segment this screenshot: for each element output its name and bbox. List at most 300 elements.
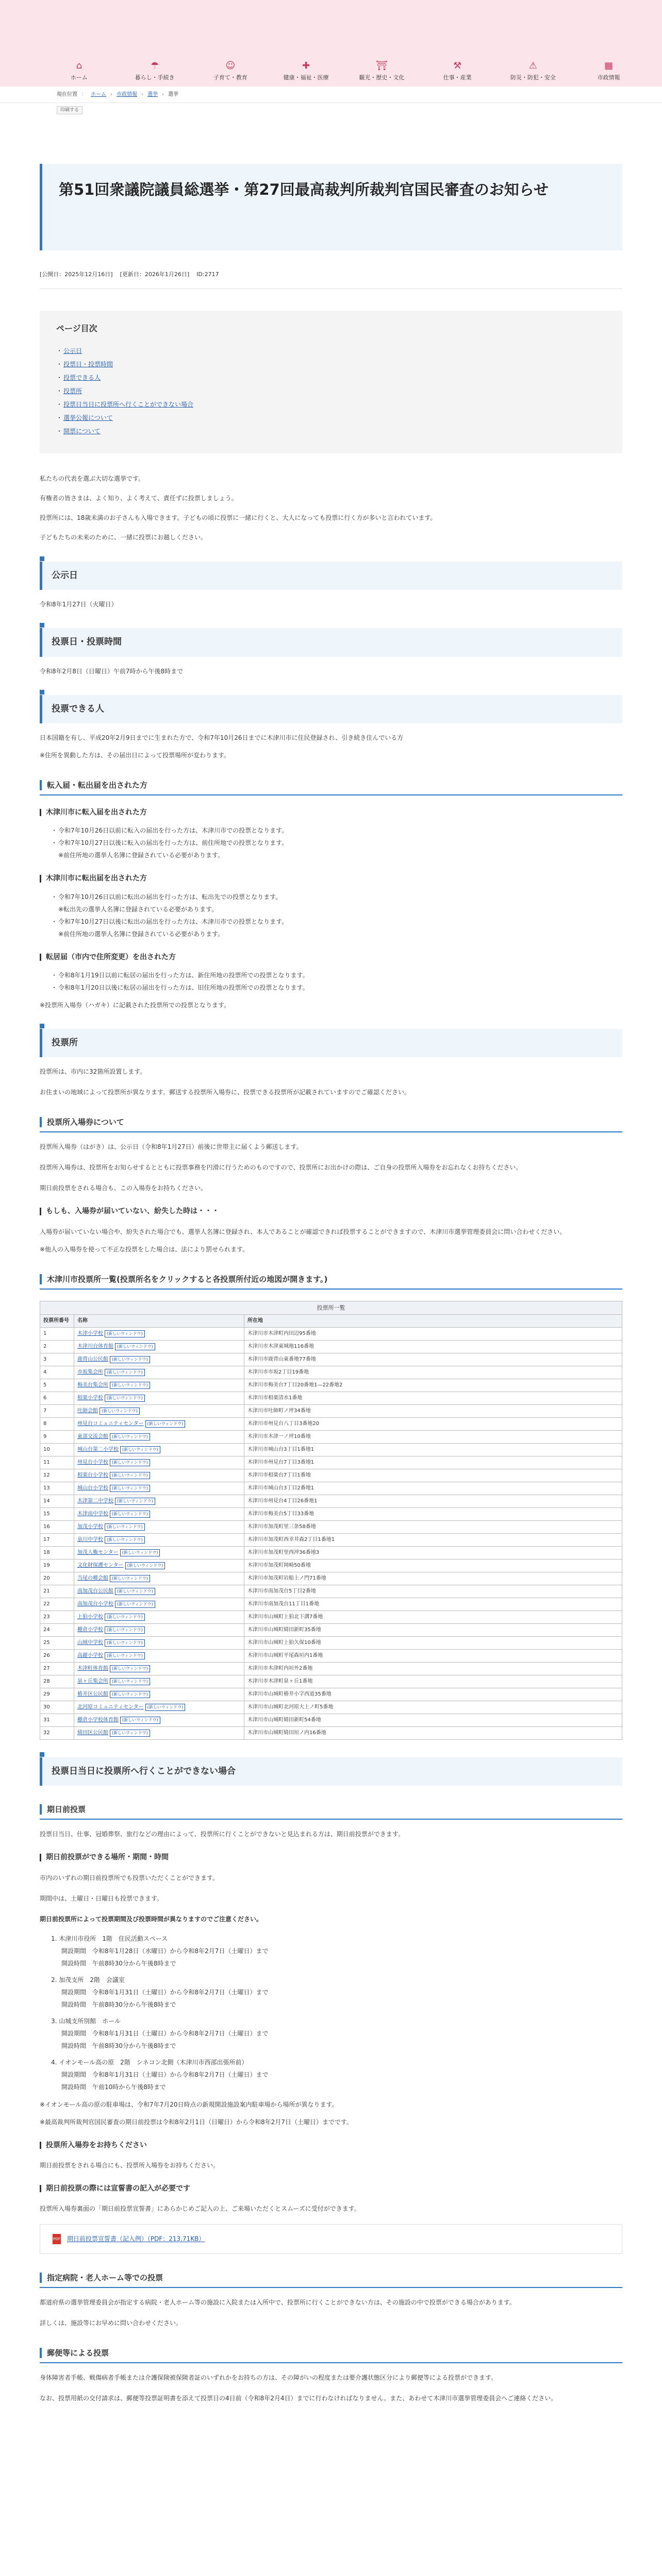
- table-row: [40, 1521, 622, 1534]
- poll-address: 木津川市南加茂台11丁目1番地: [244, 1598, 622, 1611]
- toc-item: [56, 344, 606, 358]
- poll-name-cell: [74, 1624, 244, 1637]
- table-row: [40, 1392, 622, 1405]
- poll-name-cell: [74, 1392, 244, 1405]
- heading-polling-list: 木津川市投票所一覧(投票所名をクリックすると各投票所付近の地図が開きます。): [40, 1270, 622, 1290]
- poll-map-link[interactable]: 木津南中学校: [77, 1511, 108, 1517]
- poll-number: 32: [40, 1727, 74, 1740]
- ticket-lost-text: 入場券が届いていない場合や、紛失された場合でも、選挙人名簿に登録され、本人であることが確認できれば投票することができますので、木津川市選挙管理委員会に問い合わせください。: [40, 1228, 566, 1235]
- external-window-badge: (新しいウィンドウ): [120, 1446, 160, 1453]
- page-id: ID:2717: [196, 271, 219, 278]
- global-nav: [41, 60, 647, 82]
- poll-map-link[interactable]: 文化財保護センター: [77, 1563, 124, 1569]
- poll-map-link[interactable]: 椿井区公民館: [77, 1691, 108, 1698]
- toc-link[interactable]: 投票日当日に投票所へ行くことができない場合: [63, 401, 194, 409]
- hospital-text: 詳しくは、施設等にお早めに問い合わせください。: [40, 2319, 183, 2327]
- poll-number: 18: [40, 1547, 74, 1560]
- announcement-date: 令和8年1月27日（火曜日）: [40, 601, 118, 608]
- heading-early-voting: 期日前投票: [40, 1800, 622, 1820]
- poll-name-cell: [74, 1508, 244, 1521]
- poll-map-link[interactable]: 木津川台体育館: [77, 1344, 113, 1350]
- updated-date: [更新日：2026年1月26日]: [120, 271, 190, 278]
- life-icon: ☂: [151, 60, 159, 71]
- poll-map-link[interactable]: 木津町体育館: [77, 1666, 108, 1672]
- toc-link[interactable]: 投票所: [63, 387, 82, 395]
- poll-number: 6: [40, 1392, 74, 1405]
- poll-map-link[interactable]: 棚倉小学校体育館: [77, 1717, 119, 1723]
- poll-address: 木津川市梅美台7丁目20番地1—22番地2: [244, 1379, 622, 1392]
- early-place-name: 4. イオンモール高の原 2階 シネコン北側（木津川市西部出張所前）: [51, 2058, 248, 2066]
- poll-map-link[interactable]: 棚倉小学校: [77, 1627, 103, 1633]
- table-row: [40, 1353, 622, 1366]
- breadcrumb-home-link[interactable]: ホーム: [91, 91, 106, 97]
- poll-name-cell: [74, 1611, 244, 1624]
- external-window-badge: (新しいウィンドウ): [115, 1588, 155, 1595]
- external-window-badge: (新しいウィンドウ): [105, 1523, 145, 1531]
- breadcrumb-current: 選挙: [168, 91, 178, 97]
- external-window-badge: (新しいウィンドウ): [120, 1717, 160, 1724]
- tool-bar: [0, 103, 662, 117]
- poll-number: 27: [40, 1663, 74, 1675]
- external-window-badge: (新しいウィンドウ): [110, 1433, 150, 1440]
- poll-map-link[interactable]: 高麗小学校: [77, 1653, 103, 1659]
- early-place-name: 1. 木津川市役所 1階 住民活動スペース: [51, 1935, 168, 1942]
- poll-map-link[interactable]: 州見台コミュニティセンター: [77, 1421, 144, 1427]
- poll-map-link[interactable]: 山城中学校: [77, 1640, 103, 1646]
- external-window-badge: (新しいウィンドウ): [105, 1395, 145, 1402]
- nav-item-label: 観光・歴史・文化: [359, 74, 405, 81]
- table-row: [40, 1341, 622, 1353]
- poll-name-cell: [74, 1572, 244, 1585]
- intro-text: 投票所には、18歳未満のお子さんも入場できます。子どもの頃に投票に一緒に行くと、大人になっても投票に行く方が多いと言われています。: [40, 514, 437, 522]
- early-place-item: [51, 1974, 622, 2011]
- poll-map-link[interactable]: 加茂小学校: [77, 1524, 103, 1530]
- poll-map-link[interactable]: 泉ヶ丘集会所: [77, 1679, 108, 1685]
- poll-map-link[interactable]: 泉川中学校: [77, 1537, 103, 1543]
- table-header-row: [40, 1315, 622, 1328]
- nav-item-2[interactable]: [193, 60, 269, 82]
- heading-declaration: 期日前投票の際には宣誓書の記入が必要です: [40, 2183, 622, 2194]
- poll-address: 木津川市州見台八丁目3番地20: [244, 1418, 622, 1431]
- nav-item-label: 健康・福祉・医療: [283, 74, 329, 81]
- poll-number: 15: [40, 1508, 74, 1521]
- relocation-list: [40, 969, 622, 994]
- table-row: [40, 1650, 622, 1663]
- early-place-detail: 開設時間 午前10時から午後8時まで: [61, 2083, 166, 2091]
- external-window-badge: (新しいウィンドウ): [110, 1485, 150, 1492]
- table-row: [40, 1508, 622, 1521]
- poll-number: 22: [40, 1598, 74, 1611]
- poll-address: 木津川市山城町綺田新町35番地: [244, 1624, 622, 1637]
- poll-address: 木津川市市坂2丁目19番地: [244, 1366, 622, 1379]
- poll-map-link[interactable]: 綺田区公民館: [77, 1730, 108, 1736]
- poll-number: 30: [40, 1701, 74, 1714]
- poll-name-cell: [74, 1663, 244, 1675]
- early-place-detail: 開設時間 午前8時30分から午後8時まで: [61, 2001, 176, 2008]
- list-item: ・ 令和7年10月26日以前に転出の届出を行った方は、転出先での投票となります。 ※転出先の選挙人名簿に登録されている必要があります。: [52, 891, 622, 916]
- poll-address: 木津川市梅美台5丁目33番地: [244, 1508, 622, 1521]
- site-header: [0, 0, 662, 87]
- poll-address: 木津川市山城町平尾森垣内1番地: [244, 1650, 622, 1663]
- poll-name-cell: [74, 1714, 244, 1727]
- list-subnote: ※前住所地の選挙人名簿に登録されている必要があります。: [58, 930, 224, 938]
- poll-map-link[interactable]: 東部交流会館: [77, 1434, 108, 1440]
- nav-item-7[interactable]: [571, 60, 647, 82]
- heading-move-out: 木津川市に転出届を出された方: [40, 873, 622, 884]
- poll-number: 29: [40, 1688, 74, 1701]
- breadcrumb-prefix: 現在位置: [57, 91, 77, 97]
- poll-name-cell: [74, 1353, 244, 1366]
- move-in-list: [40, 824, 622, 861]
- poll-name-cell: [74, 1456, 244, 1469]
- poll-address: 木津川市山城町北河原大上ノ町5番地: [244, 1701, 622, 1714]
- poll-map-link[interactable]: 加茂人権センター: [77, 1550, 119, 1556]
- poll-name-cell: [74, 1418, 244, 1431]
- external-window-badge: (新しいウィンドウ): [110, 1511, 150, 1518]
- polling-text: お住まいの地域によって投票所が異なります。郵送する投票所入場券に、投票できる投票所が記載されていますのでご確認ください。: [40, 1089, 411, 1096]
- table-row: [40, 1598, 622, 1611]
- poll-name-cell: [74, 1366, 244, 1379]
- poll-address: 木津川市加茂町岩船上ノ門71番地: [244, 1572, 622, 1585]
- poll-number: 5: [40, 1379, 74, 1392]
- print-button[interactable]: 印刷する: [57, 106, 82, 114]
- page-title: 第51回衆議院議員総選挙・第27回最高裁判所裁判官国民審査のお知らせ: [59, 181, 549, 198]
- poll-address: 木津川市山城町綺田垣ノ内16番地: [244, 1727, 622, 1740]
- external-window-badge: (新しいウィンドウ): [110, 1382, 150, 1389]
- external-window-badge: (新しいウィンドウ): [100, 1408, 140, 1415]
- poll-address: 木津川市木津一ノ坪10番地: [244, 1431, 622, 1444]
- list-subnote: ※前住所地の選挙人名簿に登録されている必要があります。: [58, 852, 224, 859]
- table-row: [40, 1547, 622, 1560]
- poll-name-cell: [74, 1560, 244, 1572]
- hospital-text: 都道府県の選挙管理委員会が指定する病院・老人ホーム等の施設に入院または入所中で、投票所に行くことができない方は、その施設の中で投票ができる場合があります。: [40, 2299, 516, 2307]
- poll-map-link[interactable]: 吐師会館: [77, 1408, 98, 1414]
- pdf-icon: PDF: [53, 2234, 61, 2244]
- poll-number: 7: [40, 1405, 74, 1418]
- poll-map-link[interactable]: 南加茂台公民館: [77, 1588, 113, 1595]
- early-place-detail: 開設期間 令和8年1月31日（土曜日）から令和8年2月7日（土曜日）まで: [61, 1988, 269, 1996]
- poll-name-cell: [74, 1469, 244, 1482]
- list-item: ・ 令和7年10月27日以後に転入の届出を行った方は、前住所地での投票となります。 ※前住所地の選挙人名簿に登録されている必要があります。: [52, 837, 622, 861]
- poll-name-cell: [74, 1650, 244, 1663]
- external-window-badge: (新しいウィンドウ): [125, 1562, 166, 1569]
- early-place-name: 2. 加茂支所 2階 会議室: [51, 1976, 125, 1984]
- poll-number: 8: [40, 1418, 74, 1431]
- toc-item: [56, 398, 606, 411]
- poll-number: 12: [40, 1469, 74, 1482]
- external-window-badge: (新しいウィンドウ): [110, 1356, 150, 1363]
- heading-polling-places: 投票所: [40, 1029, 622, 1057]
- poll-name-cell: [74, 1495, 244, 1508]
- external-window-badge: (新しいウィンドウ): [105, 1330, 145, 1337]
- poll-address: 木津川市山城町椿井小字西道35番地: [244, 1688, 622, 1701]
- poll-map-link[interactable]: 梅美台集会所: [77, 1382, 108, 1388]
- poll-address: 木津川市鹿背山東番地77番地: [244, 1353, 622, 1366]
- poll-address: 木津川市木津町内垣外2番地: [244, 1663, 622, 1675]
- poll-number: 25: [40, 1637, 74, 1650]
- nav-item-label: 暮らし・手続き: [135, 74, 175, 81]
- col-header: 所在地: [244, 1315, 622, 1328]
- early-note: ※最高裁判所裁判官国民審査の期日前投票は令和8年2月1日（日曜日）から令和8年2月7日（土曜日）までです。: [40, 2118, 353, 2126]
- heading-hospital-voting: 指定病院・老人ホーム等での投票: [40, 2268, 622, 2288]
- poll-name-cell: [74, 1379, 244, 1392]
- poll-name-cell: [74, 1598, 244, 1611]
- poll-address: 木津川市吐師町ノ坪34番地: [244, 1405, 622, 1418]
- table-row: [40, 1444, 622, 1456]
- poll-number: 21: [40, 1585, 74, 1598]
- heading-postal-voting: 郵便等による投票: [40, 2344, 622, 2363]
- external-window-badge: (新しいウィンドウ): [105, 1639, 145, 1647]
- published-date: [公開日：2025年12月16日]: [40, 271, 113, 278]
- col-header: 名称: [74, 1315, 244, 1328]
- table-row: [40, 1624, 622, 1637]
- poll-number: 16: [40, 1521, 74, 1534]
- toc-item: [56, 371, 606, 384]
- poll-name-cell: [74, 1727, 244, 1740]
- poll-address: 木津川市山城町上狛久保10番地: [244, 1637, 622, 1650]
- poll-map-link[interactable]: 相楽台小学校: [77, 1472, 108, 1479]
- poll-address: 木津川市相楽台7丁目1番地: [244, 1469, 622, 1482]
- toc-link[interactable]: 投票日・投票時間: [63, 361, 113, 368]
- poll-map-link[interactable]: 上狛小学校: [77, 1614, 103, 1620]
- external-window-badge: (新しいウィンドウ): [145, 1704, 186, 1711]
- poll-map-link[interactable]: 城山台第二小学校: [77, 1447, 119, 1453]
- table-row: [40, 1405, 622, 1418]
- toc-link[interactable]: 選挙公報について: [63, 414, 113, 422]
- main-content: [40, 117, 622, 2404]
- nav-item-label: 子育て・教育: [213, 74, 247, 81]
- poll-name-cell: [74, 1521, 244, 1534]
- poll-number: 24: [40, 1624, 74, 1637]
- poll-number: 3: [40, 1353, 74, 1366]
- table-row: [40, 1701, 622, 1714]
- table-row: [40, 1572, 622, 1585]
- poll-address: 木津川市木津東城地116番地: [244, 1341, 622, 1353]
- list-item: ・ 令和7年10月27日以後に転出の届出を行った方は、木津川市での投票となります。 ※前住所地の選挙人名簿に登録されている必要があります。: [52, 916, 622, 940]
- early-places-list: [40, 1933, 622, 2093]
- poll-address: 木津川市相楽清水1番地: [244, 1392, 622, 1405]
- poll-name-cell: [74, 1328, 244, 1341]
- early-place-detail: 開設時間 午前8時30分から午後8時まで: [61, 2042, 176, 2049]
- postal-text: なお、投票用紙の交付請求は、郵便等投票証明書を添えて投票日の4日前（令和8年2月4日）までに行わなければなりません。また、あわせて木津川市選挙管理委員会へご連絡ください。: [40, 2395, 557, 2402]
- table-row: [40, 1560, 622, 1572]
- external-window-badge: (新しいウィンドウ): [110, 1665, 150, 1672]
- poll-address: 木津川市州見台4丁目26番地1: [244, 1495, 622, 1508]
- page-title-box: [40, 164, 622, 250]
- table-row: [40, 1534, 622, 1547]
- poll-address: 木津川市加茂町里三条58番地: [244, 1521, 622, 1534]
- poll-map-link[interactable]: 木津小学校: [77, 1331, 103, 1337]
- poll-number: 23: [40, 1611, 74, 1624]
- table-row: [40, 1675, 622, 1688]
- poll-map-link[interactable]: 南加茂台小学校: [77, 1601, 113, 1607]
- heading-voting-day: 投票日・投票時間: [40, 628, 622, 656]
- nav-item-4[interactable]: [344, 60, 420, 82]
- poll-map-link[interactable]: 州見台小学校: [77, 1460, 108, 1466]
- toc-link[interactable]: 公示日: [63, 347, 82, 355]
- list-item: ・ 令和8年1月19日以前に転居の届出を行った方は、新住所地の投票所での投票となります。: [52, 969, 622, 981]
- toc-link[interactable]: 投票できる人: [63, 374, 101, 382]
- external-window-badge: (新しいウィンドウ): [120, 1549, 160, 1556]
- pdf-download-box: [40, 2224, 622, 2254]
- toc-link[interactable]: 開票について: [63, 428, 101, 435]
- poll-name-cell: [74, 1701, 244, 1714]
- early-place-item: [51, 2056, 622, 2093]
- nav-item-label: 防災・防犯・安全: [510, 74, 556, 81]
- poll-map-link[interactable]: 当尾の郷会館: [77, 1575, 108, 1582]
- table-row: [40, 1495, 622, 1508]
- nav-item-label: ホーム: [70, 74, 88, 81]
- table-row: [40, 1637, 622, 1650]
- work-icon: ⚒: [453, 60, 462, 71]
- poll-number: 13: [40, 1482, 74, 1495]
- poll-name-cell: [74, 1482, 244, 1495]
- poll-number: 14: [40, 1495, 74, 1508]
- heading-early-places: 期日前投票ができる場所・期間・時間: [40, 1852, 622, 1863]
- early-place-detail: 開設期間 令和8年1月31日（土曜日）から令和8年2月7日（土曜日）まで: [61, 2029, 269, 2037]
- early-place-detail: 開設時間 午前8時30分から午後8時まで: [61, 1959, 176, 1967]
- city-icon: ▦: [604, 60, 614, 71]
- poll-name-cell: [74, 1405, 244, 1418]
- page-meta: [40, 250, 622, 289]
- table-row: [40, 1585, 622, 1598]
- table-row: [40, 1366, 622, 1379]
- intro-text: 私たちの代表を選ぶ大切な選挙です。: [40, 475, 145, 483]
- early-place-detail: 開設期間 令和8年1月31日（土曜日）から令和8年2月7日（土曜日）まで: [61, 2071, 269, 2078]
- poll-number: 17: [40, 1534, 74, 1547]
- breadcrumb-city-link[interactable]: 市政情報: [117, 91, 137, 97]
- ticket-text: 期日前投票をされる場合も、この入場券をお持ちください。: [40, 1184, 207, 1192]
- heading-relocation: 転居届（市内で住所変更）を出された方: [40, 952, 622, 963]
- poll-number: 19: [40, 1560, 74, 1572]
- external-window-badge: (新しいウィンドウ): [110, 1691, 150, 1698]
- poll-address: 木津川市加茂町里西沖36番地3: [244, 1547, 622, 1560]
- early-place-detail: 開設期間 令和8年1月28日（水曜日）から令和8年2月7日（土曜日）まで: [61, 1947, 269, 1955]
- table-row: [40, 1418, 622, 1431]
- table-of-contents: [40, 311, 622, 454]
- poll-name-cell: [74, 1688, 244, 1701]
- toc-heading: ページ目次: [56, 323, 97, 333]
- poll-name-cell: [74, 1534, 244, 1547]
- health-icon: ✚: [302, 60, 310, 71]
- poll-address: 木津川市山城町綺田新町54番地: [244, 1714, 622, 1727]
- early-place-name: 3. 山城支所別館 ホール: [51, 2017, 121, 2025]
- toc-item: [56, 411, 606, 425]
- breadcrumb-election-link[interactable]: 選挙: [147, 91, 158, 97]
- poll-address: 木津川市木津町泉ヶ丘1番地: [244, 1675, 622, 1688]
- early-place-item: [51, 1933, 622, 1970]
- eligible-text: 日本国籍を有し、平成20年2月9日までに生まれた方で、令和7年10月26日までに木津川市に住民登録され、引き続き住んでいる方: [40, 734, 404, 741]
- table-row: [40, 1469, 622, 1482]
- bring-ticket-text: 期日前投票をされる場合にも、投票所入場券をお持ちください。: [40, 2162, 220, 2170]
- poll-address: 木津川市山城町上狛北下溝7番地: [244, 1611, 622, 1624]
- declaration-pdf-link[interactable]: 期日前投票宣誓書（記入例）（PDF：213.71KB）: [67, 2235, 205, 2243]
- external-window-badge: (新しいウィンドウ): [110, 1678, 150, 1685]
- col-header: 投票所番号: [40, 1315, 74, 1328]
- table-caption: 投票所一覧: [40, 1301, 622, 1315]
- intro-text: 子どもたちの未来のために、一緒に投票にお越しください。: [40, 534, 207, 541]
- poll-number: 26: [40, 1650, 74, 1663]
- home-icon: ⌂: [76, 60, 82, 71]
- tourism-icon: ⛩: [375, 60, 388, 71]
- heading-eligible: 投票できる人: [40, 695, 622, 723]
- external-window-badge: (新しいウィンドウ): [105, 1614, 145, 1621]
- external-window-badge: (新しいウィンドウ): [110, 1459, 150, 1466]
- poll-number: 20: [40, 1572, 74, 1585]
- polling-text: 投票所は、市内に32箇所設置します。: [40, 1068, 146, 1076]
- postal-text: 身体障害者手帳、戦傷病者手帳または介護保険被保険者証のいずれかをお持ちの方は、その障がいの程度または要介護状態区分により郵便等による投票ができます。: [40, 2374, 498, 2382]
- poll-map-link[interactable]: 市坂集会所: [77, 1369, 103, 1376]
- external-window-badge: (新しいウィンドウ): [110, 1730, 150, 1737]
- list-subnote: ※転出先の選挙人名簿に登録されている必要があります。: [58, 905, 218, 913]
- nav-item-6[interactable]: [495, 60, 571, 82]
- ticket-text: 投票所入場券（はがき）は、公示日（令和8年1月27日）前後に世帯主に届くよう郵送します。: [40, 1143, 303, 1151]
- nav-item-1[interactable]: [117, 60, 193, 82]
- early-place-item: [51, 2015, 622, 2052]
- table-row: [40, 1431, 622, 1444]
- poll-address: 木津川市南加茂台5丁目2番地: [244, 1585, 622, 1598]
- poll-name-cell: [74, 1675, 244, 1688]
- table-row: [40, 1714, 622, 1727]
- ticket-text: 投票所入場券は、投票所をお知らせするとともに投票事務を円滑に行うためのものですので、投票所にお出かけの際は、ご自身の投票所入場券をお忘れなくお持ちください。: [40, 1164, 522, 1172]
- external-window-badge: (新しいウィンドウ): [115, 1343, 155, 1350]
- declaration-text: 投票所入場券裏面の「期日前投票宣誓書」にあらかじめご記入の上、ご来場いただくとスムーズに受付ができます。: [40, 2205, 360, 2213]
- toc-list: [56, 344, 606, 438]
- poll-map-link[interactable]: 木津第二中学校: [77, 1498, 113, 1504]
- early-text: 投票日当日、仕事、冠婚葬祭、旅行などの理由によって、投票所に行くことができないと見込まれる方は、期日前投票ができます。: [40, 1831, 404, 1838]
- list-item: ・ 令和8年1月20日以後に転居の届出を行った方は、旧住所地の投票所での投票となります。: [52, 981, 622, 994]
- table-row: [40, 1727, 622, 1740]
- nav-item-3[interactable]: [268, 60, 344, 82]
- poll-address: 木津川市加茂町岡崎50番地: [244, 1560, 622, 1572]
- poll-address: 木津川市城山台3丁目1番地1: [244, 1444, 622, 1456]
- toc-item: [56, 425, 606, 438]
- external-window-badge: (新しいウィンドウ): [145, 1420, 186, 1428]
- early-text: 期間中は、土曜日・日曜日も投票できます。: [40, 1894, 163, 1902]
- poll-number: 10: [40, 1444, 74, 1456]
- breadcrumb: 現在位置 ： ホーム › 市政情報 › 選挙 › 選挙: [0, 87, 662, 103]
- external-window-badge: (新しいウィンドウ): [105, 1652, 145, 1659]
- nav-item-0[interactable]: [41, 60, 117, 82]
- poll-address: 木津川市州見台7丁目3番地1: [244, 1456, 622, 1469]
- poll-name-cell: [74, 1547, 244, 1560]
- table-row: [40, 1611, 622, 1624]
- poll-name-cell: [74, 1341, 244, 1353]
- poll-map-link[interactable]: 鹿背山公民館: [77, 1357, 108, 1363]
- nav-item-label: 市政情報: [597, 74, 620, 81]
- poll-map-link[interactable]: 相楽小学校: [77, 1395, 103, 1401]
- heading-bring-ticket: 投票所入場券をお持ちください: [40, 2140, 622, 2151]
- safety-icon: ⚠: [528, 60, 537, 71]
- poll-number: 9: [40, 1431, 74, 1444]
- heading-moved: 転入届・転出届を出された方: [40, 776, 622, 795]
- poll-address: 木津川市木津町内田辺95番地: [244, 1328, 622, 1341]
- heading-announcement: 公示日: [40, 562, 622, 590]
- ticket-lost-note: ※他人の入場券を使って不正な投票をした場合は、法により罰せられます。: [40, 1245, 249, 1253]
- child-icon: ☺: [225, 60, 236, 71]
- table-row: [40, 1379, 622, 1392]
- nav-item-5[interactable]: [420, 60, 495, 82]
- poll-map-link[interactable]: 北河原コミュニティセンター: [77, 1704, 144, 1710]
- poll-number: 31: [40, 1714, 74, 1727]
- poll-address: 木津川市加茂町西幸井森2丁目1番地1: [244, 1534, 622, 1547]
- poll-map-link[interactable]: 城山台小学校: [77, 1485, 108, 1492]
- external-window-badge: (新しいウィンドウ): [115, 1601, 155, 1608]
- poll-number: 28: [40, 1675, 74, 1688]
- external-window-badge: (新しいウィンドウ): [105, 1536, 145, 1544]
- early-text: 市内のいずれの期日前投票所でも投票いただくことができます。: [40, 1874, 219, 1882]
- poll-name-cell: [74, 1431, 244, 1444]
